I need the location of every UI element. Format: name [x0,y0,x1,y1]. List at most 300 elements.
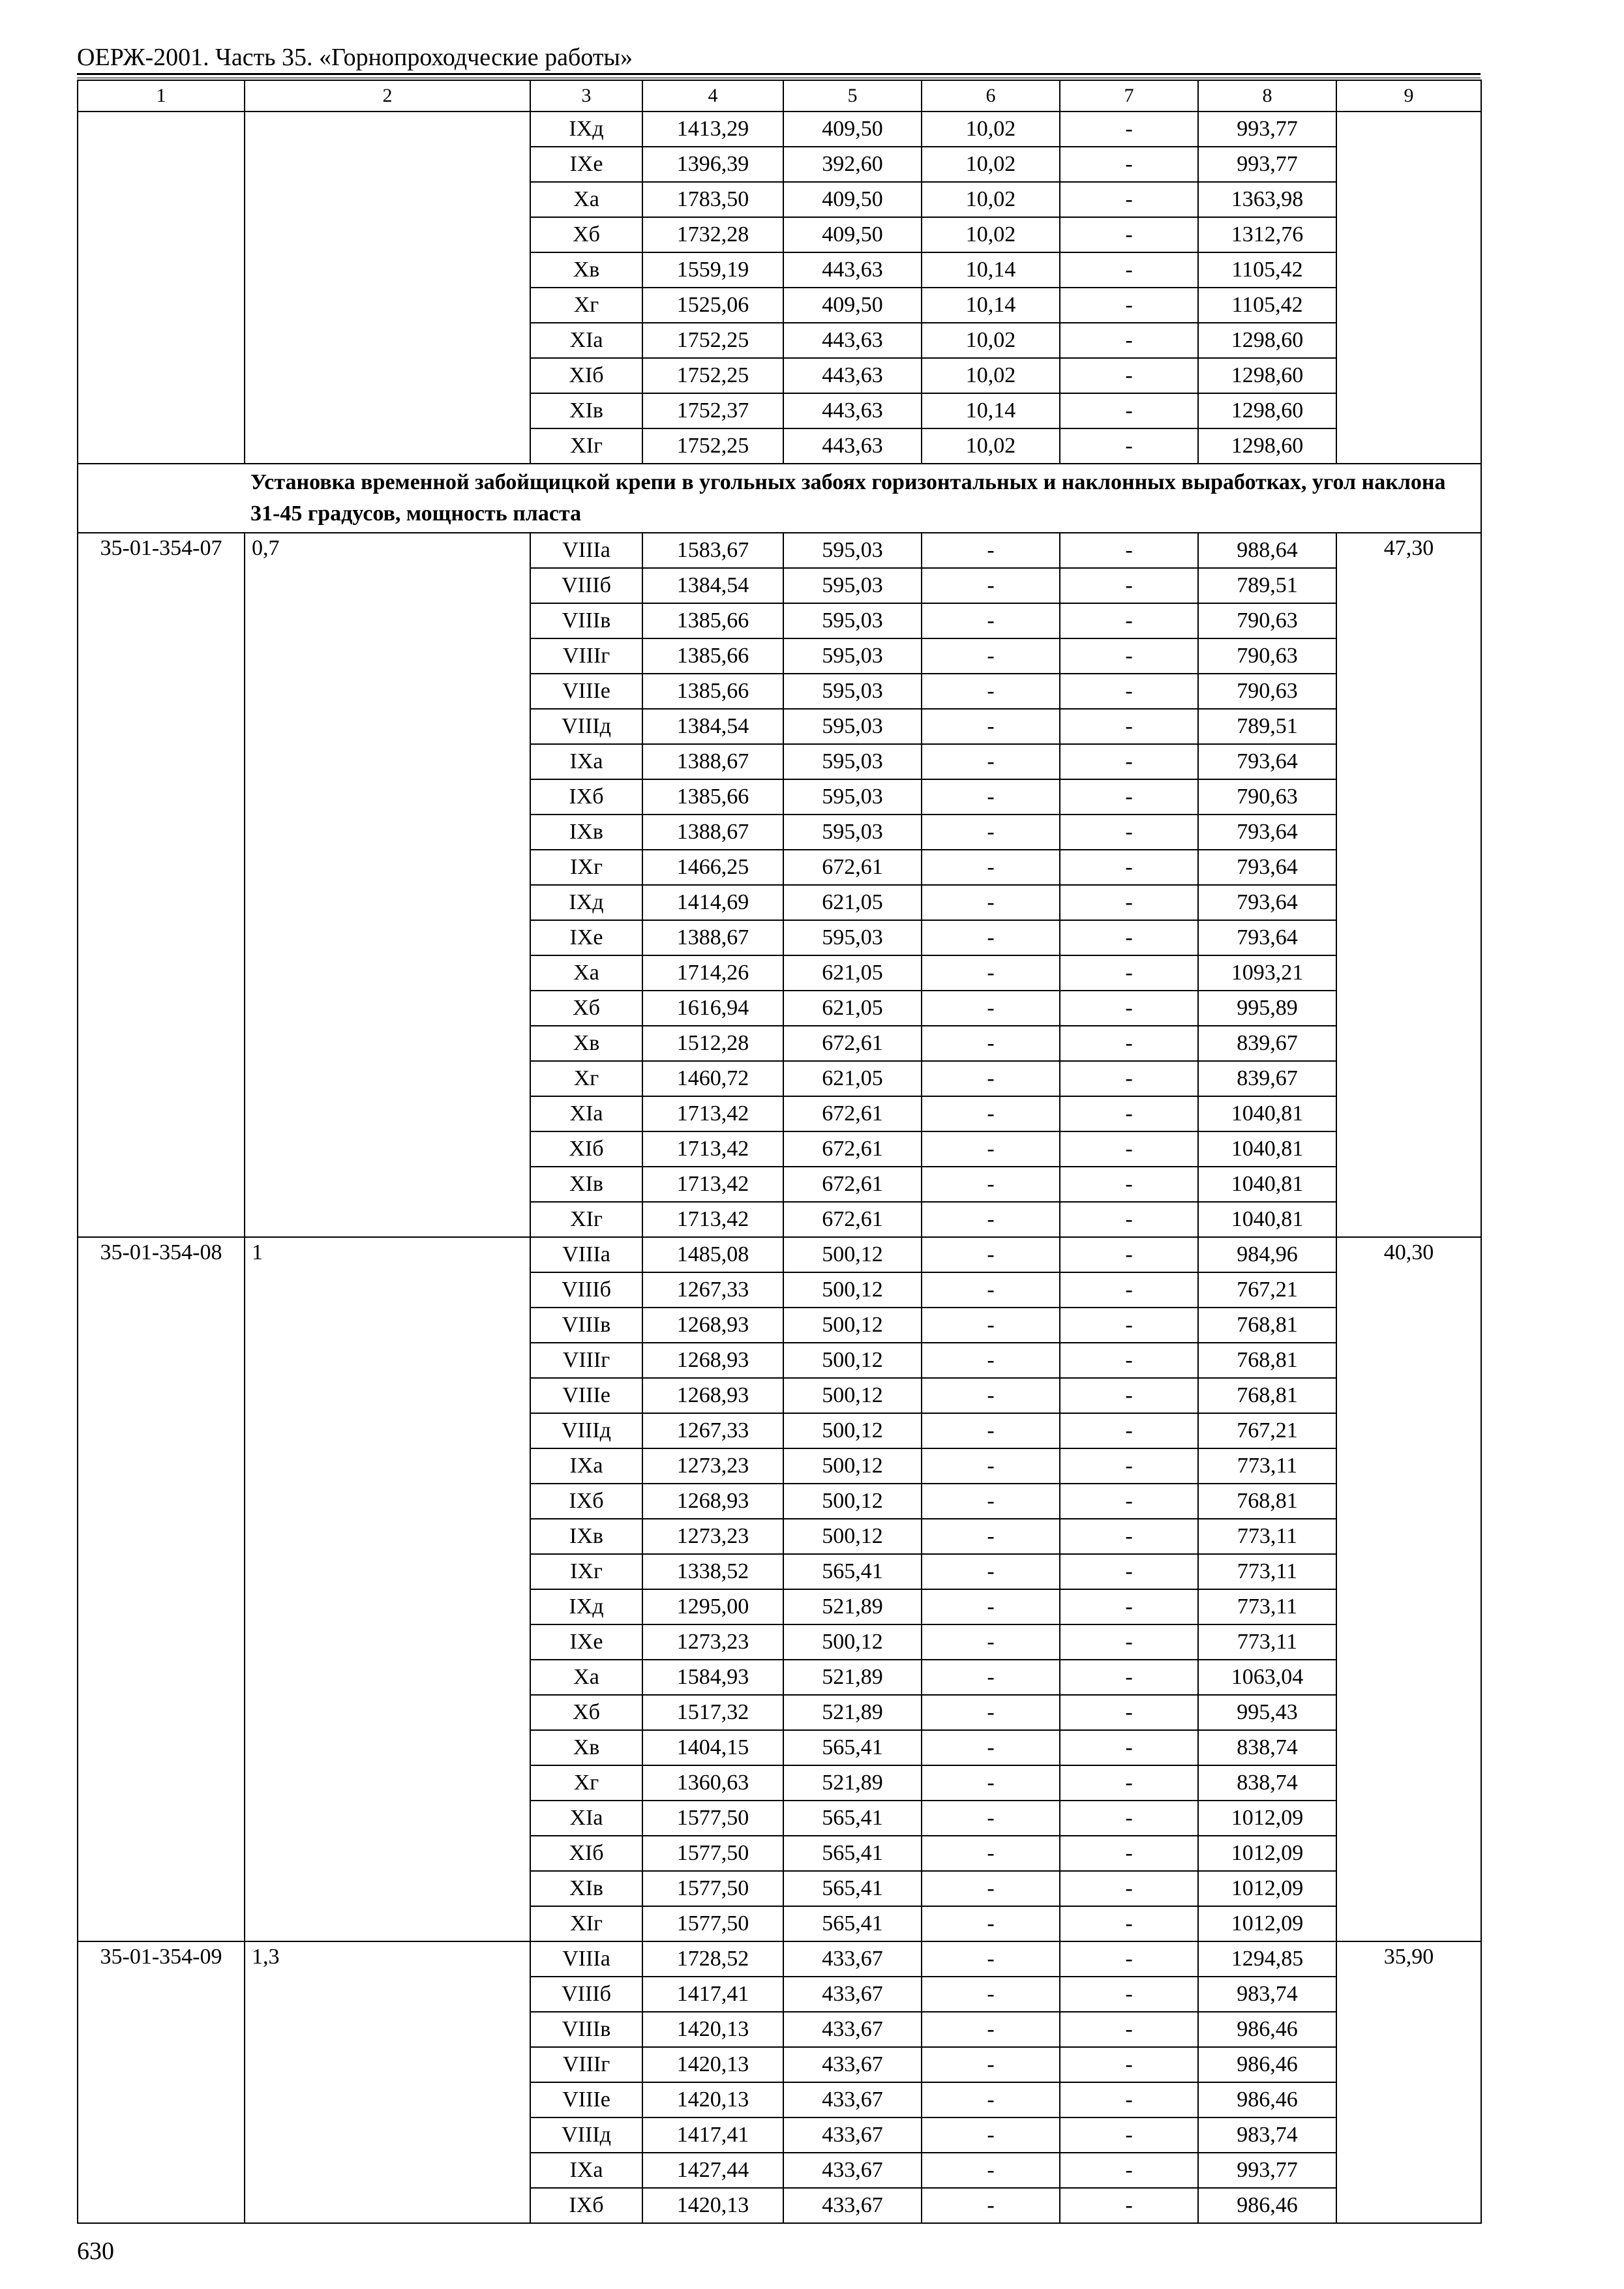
direct-costs: 1267,33 [642,1272,783,1308]
direct-costs: 1584,93 [642,1660,783,1695]
direct-costs: 1338,52 [642,1554,783,1589]
labor-wages: 392,60 [783,147,922,182]
soil-group: IXд [530,1589,642,1624]
labor-wages: 621,05 [783,991,922,1026]
driver-wages: - [1060,955,1198,991]
direct-costs: 1396,39 [642,147,783,182]
labor-wages: 621,05 [783,1061,922,1096]
materials-cost: 790,63 [1198,779,1336,815]
soil-group: IXа [530,2153,642,2188]
materials-cost: 986,46 [1198,2047,1336,2082]
driver-wages: - [1060,850,1198,885]
soil-group: Xв [530,1730,642,1765]
direct-costs: 1417,41 [642,1977,783,2012]
direct-costs: 1273,23 [642,1519,783,1554]
direct-costs: 1713,42 [642,1131,783,1167]
materials-cost: 768,81 [1198,1484,1336,1519]
direct-costs: 1732,28 [642,217,783,252]
machine-costs: - [922,603,1060,638]
direct-costs: 1783,50 [642,182,783,217]
norm-code: 35-01-354-07 [78,533,245,1237]
soil-group: VIIIд [530,2117,642,2153]
driver-wages: - [1060,2047,1198,2082]
direct-costs: 1420,13 [642,2082,783,2117]
column-header-4: 4 [642,80,783,112]
driver-wages: - [1060,991,1198,1026]
driver-wages: - [1060,2188,1198,2223]
driver-wages: - [1060,779,1198,815]
machine-costs: - [922,2047,1060,2082]
direct-costs: 1460,72 [642,1061,783,1096]
machine-costs: - [922,850,1060,885]
labor-wages: 672,61 [783,1026,922,1061]
materials-cost: 986,46 [1198,2012,1336,2047]
labor-wages: 621,05 [783,885,922,920]
norm-code [78,112,245,464]
machine-costs: - [922,1589,1060,1624]
driver-wages: - [1060,1589,1198,1624]
labor-wages: 595,03 [783,779,922,815]
materials-cost: 773,11 [1198,1624,1336,1660]
driver-wages: - [1060,1519,1198,1554]
soil-group: VIIIв [530,603,642,638]
materials-cost: 986,46 [1198,2082,1336,2117]
direct-costs: 1413,29 [642,112,783,147]
driver-wages: - [1060,1484,1198,1519]
materials-cost: 793,64 [1198,815,1336,850]
direct-costs: 1388,67 [642,744,783,779]
driver-wages: - [1060,182,1198,217]
machine-costs: 10,14 [922,288,1060,323]
materials-cost: 773,11 [1198,1554,1336,1589]
machine-costs: - [922,815,1060,850]
soil-group: VIIIе [530,674,642,709]
driver-wages: - [1060,323,1198,358]
machine-costs: - [922,1519,1060,1554]
labor-wages: 409,50 [783,288,922,323]
driver-wages: - [1060,112,1198,147]
driver-wages: - [1060,1554,1198,1589]
machine-costs: - [922,533,1060,568]
soil-group: Xг [530,1765,642,1801]
machine-costs: - [922,1730,1060,1765]
labor-wages: 500,12 [783,1519,922,1554]
driver-wages: - [1060,1131,1198,1167]
labor-wages: 433,67 [783,2188,922,2223]
direct-costs: 1267,33 [642,1413,783,1448]
direct-costs: 1384,54 [642,709,783,744]
materials-cost: 768,81 [1198,1308,1336,1343]
machine-costs: - [922,1413,1060,1448]
soil-group: VIIIб [530,1272,642,1308]
labor-wages: 500,12 [783,1308,922,1343]
materials-cost: 790,63 [1198,603,1336,638]
machine-costs: - [922,744,1060,779]
soil-group: IXг [530,1554,642,1589]
machine-costs: - [922,1308,1060,1343]
driver-wages: - [1060,2153,1198,2188]
labor-wages: 595,03 [783,744,922,779]
materials-cost: 793,64 [1198,744,1336,779]
soil-group: VIIIг [530,638,642,674]
driver-wages: - [1060,1695,1198,1730]
machine-costs: - [922,955,1060,991]
labor-wages: 595,03 [783,674,922,709]
labor-wages: 672,61 [783,1202,922,1237]
materials-cost: 1012,09 [1198,1906,1336,1941]
driver-wages: - [1060,1941,1198,1977]
labor-wages: 500,12 [783,1343,922,1378]
table-row [78,1237,1481,1272]
materials-cost: 1012,09 [1198,1871,1336,1906]
materials-cost: 838,74 [1198,1765,1336,1801]
machine-costs: - [922,1272,1060,1308]
direct-costs: 1713,42 [642,1167,783,1202]
section-row [78,464,1481,533]
soil-group: VIIIг [530,1343,642,1378]
materials-cost: 983,74 [1198,1977,1336,2012]
direct-costs: 1466,25 [642,850,783,885]
direct-costs: 1295,00 [642,1589,783,1624]
direct-costs: 1273,23 [642,1624,783,1660]
machine-costs: - [922,1131,1060,1167]
labor-wages: 595,03 [783,533,922,568]
column-number-row [78,80,1481,112]
driver-wages: - [1060,744,1198,779]
direct-costs: 1525,06 [642,288,783,323]
soil-group: VIIIа [530,1941,642,1977]
direct-costs: 1420,13 [642,2012,783,2047]
labor-wages: 672,61 [783,1131,922,1167]
soil-group: XIг [530,1202,642,1237]
soil-group: XIв [530,1167,642,1202]
driver-wages: - [1060,358,1198,393]
driver-wages: - [1060,428,1198,464]
materials-cost: 767,21 [1198,1272,1336,1308]
driver-wages: - [1060,217,1198,252]
soil-group: IXа [530,1448,642,1484]
machine-costs: 10,02 [922,147,1060,182]
materials-cost: 789,51 [1198,568,1336,603]
labor-hours: 35,90 [1336,1941,1481,2223]
soil-group: IXе [530,920,642,955]
direct-costs: 1384,54 [642,568,783,603]
machine-costs: - [922,1167,1060,1202]
materials-cost: 838,74 [1198,1730,1336,1765]
machine-costs: 10,14 [922,252,1060,288]
direct-costs: 1752,37 [642,393,783,428]
machine-costs: 10,02 [922,358,1060,393]
direct-costs: 1577,50 [642,1906,783,1941]
soil-group: XIв [530,1871,642,1906]
labor-wages: 595,03 [783,603,922,638]
labor-wages: 500,12 [783,1237,922,1272]
soil-group: IXб [530,1484,642,1519]
labor-wages: 521,89 [783,1695,922,1730]
machine-costs: 10,14 [922,393,1060,428]
materials-cost: 839,67 [1198,1026,1336,1061]
direct-costs: 1713,42 [642,1202,783,1237]
table-body [78,112,1481,2223]
machine-costs: - [922,1484,1060,1519]
driver-wages: - [1060,568,1198,603]
machine-costs: - [922,1801,1060,1836]
soil-group: IXб [530,779,642,815]
driver-wages: - [1060,885,1198,920]
labor-wages: 433,67 [783,2082,922,2117]
driver-wages: - [1060,1871,1198,1906]
machine-costs: - [922,1343,1060,1378]
labor-wages: 500,12 [783,1624,922,1660]
soil-group: VIIIв [530,1308,642,1343]
driver-wages: - [1060,1836,1198,1871]
soil-group: XIб [530,358,642,393]
materials-cost: 773,11 [1198,1589,1336,1624]
labor-wages: 433,67 [783,1977,922,2012]
soil-group: VIIIд [530,709,642,744]
soil-group: XIб [530,1131,642,1167]
soil-group: VIIIе [530,1378,642,1413]
labor-wages: 565,41 [783,1871,922,1906]
labor-wages: 521,89 [783,1589,922,1624]
machine-costs: - [922,1554,1060,1589]
column-header-8: 8 [1198,80,1336,112]
machine-costs: - [922,885,1060,920]
machine-costs: - [922,1906,1060,1941]
soil-group: IXе [530,147,642,182]
machine-costs: - [922,2117,1060,2153]
soil-group: IXв [530,815,642,850]
driver-wages: - [1060,638,1198,674]
direct-costs: 1713,42 [642,1096,783,1131]
machine-costs: - [922,1237,1060,1272]
driver-wages: - [1060,1977,1198,2012]
machine-costs: - [922,920,1060,955]
direct-costs: 1485,08 [642,1237,783,1272]
materials-cost: 988,64 [1198,533,1336,568]
direct-costs: 1404,15 [642,1730,783,1765]
driver-wages: - [1060,2082,1198,2117]
materials-cost: 984,96 [1198,1237,1336,1272]
column-header-7: 7 [1060,80,1198,112]
machine-costs: - [922,1941,1060,1977]
labor-wages: 672,61 [783,850,922,885]
driver-wages: - [1060,2117,1198,2153]
labor-wages: 521,89 [783,1765,922,1801]
column-header-3: 3 [530,80,642,112]
labor-wages: 595,03 [783,709,922,744]
direct-costs: 1420,13 [642,2188,783,2223]
column-header-6: 6 [922,80,1060,112]
driver-wages: - [1060,1272,1198,1308]
labor-wages: 443,63 [783,358,922,393]
column-header-1: 1 [78,80,245,112]
driver-wages: - [1060,393,1198,428]
soil-group: VIIIб [530,1977,642,2012]
materials-cost: 1298,60 [1198,428,1336,464]
table-row [78,112,1481,147]
labor-wages: 433,67 [783,2047,922,2082]
direct-costs: 1427,44 [642,2153,783,2188]
soil-group: IXе [530,1624,642,1660]
table-row [78,533,1481,568]
materials-cost: 767,21 [1198,1413,1336,1448]
machine-costs: - [922,638,1060,674]
direct-costs: 1268,93 [642,1484,783,1519]
labor-wages: 500,12 [783,1272,922,1308]
machine-costs: - [922,1096,1060,1131]
machine-costs: 10,02 [922,217,1060,252]
materials-cost: 1298,60 [1198,323,1336,358]
direct-costs: 1268,93 [642,1343,783,1378]
materials-cost: 1105,42 [1198,288,1336,323]
labor-wages: 443,63 [783,428,922,464]
section-title: Установка временной забойщицкой крепи в угольных забоях горизонтальных и наклонных выработках, угол наклона 31-45 градусов, мощность пласта [78,464,1481,533]
machine-costs: - [922,2188,1060,2223]
soil-group: XIа [530,1096,642,1131]
soil-group: Xб [530,1695,642,1730]
labor-hours: 40,30 [1336,1237,1481,1941]
materials-cost: 793,64 [1198,850,1336,885]
column-header-9: 9 [1336,80,1481,112]
materials-cost: 773,11 [1198,1448,1336,1484]
materials-cost: 1040,81 [1198,1202,1336,1237]
labor-wages: 621,05 [783,955,922,991]
direct-costs: 1583,67 [642,533,783,568]
machine-costs: 10,02 [922,323,1060,358]
direct-costs: 1385,66 [642,603,783,638]
machine-costs: - [922,709,1060,744]
driver-wages: - [1060,1202,1198,1237]
norms-table [77,80,1482,2224]
labor-hours [1336,112,1481,464]
direct-costs: 1616,94 [642,991,783,1026]
soil-group: Xб [530,991,642,1026]
materials-cost: 1312,76 [1198,217,1336,252]
driver-wages: - [1060,1906,1198,1941]
seam-thickness: 1 [245,1237,530,1941]
machine-costs: - [922,1624,1060,1660]
soil-group: VIIIа [530,1237,642,1272]
labor-wages: 565,41 [783,1554,922,1589]
driver-wages: - [1060,1026,1198,1061]
soil-group: XIб [530,1836,642,1871]
driver-wages: - [1060,1167,1198,1202]
direct-costs: 1385,66 [642,779,783,815]
machine-costs: - [922,2012,1060,2047]
direct-costs: 1420,13 [642,2047,783,2082]
machine-costs: 10,02 [922,428,1060,464]
direct-costs: 1714,26 [642,955,783,991]
document-title: ОЕРЖ-2001. Часть 35. «Горнопроходческие работы» [77,44,633,71]
labor-hours: 47,30 [1336,533,1481,1237]
driver-wages: - [1060,1624,1198,1660]
materials-cost: 995,43 [1198,1695,1336,1730]
column-header-5: 5 [783,80,922,112]
driver-wages: - [1060,1308,1198,1343]
soil-group: Xг [530,288,642,323]
driver-wages: - [1060,815,1198,850]
labor-wages: 433,67 [783,2153,922,2188]
driver-wages: - [1060,252,1198,288]
labor-wages: 565,41 [783,1801,922,1836]
materials-cost: 768,81 [1198,1378,1336,1413]
driver-wages: - [1060,2012,1198,2047]
page-number: 630 [77,2237,114,2265]
soil-group: Xа [530,955,642,991]
machine-costs: - [922,2153,1060,2188]
labor-wages: 443,63 [783,393,922,428]
driver-wages: - [1060,147,1198,182]
machine-costs: - [922,1695,1060,1730]
labor-wages: 595,03 [783,568,922,603]
machine-costs: - [922,568,1060,603]
machine-costs: - [922,991,1060,1026]
materials-cost: 789,51 [1198,709,1336,744]
materials-cost: 993,77 [1198,147,1336,182]
direct-costs: 1414,69 [642,885,783,920]
driver-wages: - [1060,920,1198,955]
soil-group: Xв [530,1026,642,1061]
materials-cost: 1105,42 [1198,252,1336,288]
driver-wages: - [1060,1343,1198,1378]
machine-costs: - [922,1061,1060,1096]
labor-wages: 521,89 [783,1660,922,1695]
direct-costs: 1417,41 [642,2117,783,2153]
norm-code: 35-01-354-08 [78,1237,245,1941]
labor-wages: 500,12 [783,1413,922,1448]
labor-wages: 595,03 [783,638,922,674]
machine-costs: - [922,1836,1060,1871]
materials-cost: 993,77 [1198,2153,1336,2188]
labor-wages: 433,67 [783,1941,922,1977]
labor-wages: 565,41 [783,1906,922,1941]
soil-group: VIIIг [530,2047,642,2082]
soil-group: VIIIа [530,533,642,568]
labor-wages: 500,12 [783,1484,922,1519]
materials-cost: 983,74 [1198,2117,1336,2153]
direct-costs: 1577,50 [642,1801,783,1836]
materials-cost: 793,64 [1198,885,1336,920]
materials-cost: 1012,09 [1198,1801,1336,1836]
machine-costs: - [922,1448,1060,1484]
machine-costs: - [922,674,1060,709]
machine-costs: - [922,2082,1060,2117]
seam-thickness [245,112,530,464]
machine-costs: - [922,1871,1060,1906]
direct-costs: 1517,32 [642,1695,783,1730]
materials-cost: 1363,98 [1198,182,1336,217]
direct-costs: 1388,67 [642,920,783,955]
labor-wages: 409,50 [783,112,922,147]
labor-wages: 595,03 [783,815,922,850]
driver-wages: - [1060,1061,1198,1096]
labor-wages: 409,50 [783,217,922,252]
materials-cost: 1040,81 [1198,1096,1336,1131]
driver-wages: - [1060,674,1198,709]
driver-wages: - [1060,1448,1198,1484]
direct-costs: 1360,63 [642,1765,783,1801]
labor-wages: 500,12 [783,1378,922,1413]
materials-cost: 1298,60 [1198,393,1336,428]
driver-wages: - [1060,288,1198,323]
materials-cost: 768,81 [1198,1343,1336,1378]
machine-costs: - [922,779,1060,815]
direct-costs: 1728,52 [642,1941,783,1977]
machine-costs: - [922,1378,1060,1413]
soil-group: IXв [530,1519,642,1554]
soil-group: XIг [530,428,642,464]
